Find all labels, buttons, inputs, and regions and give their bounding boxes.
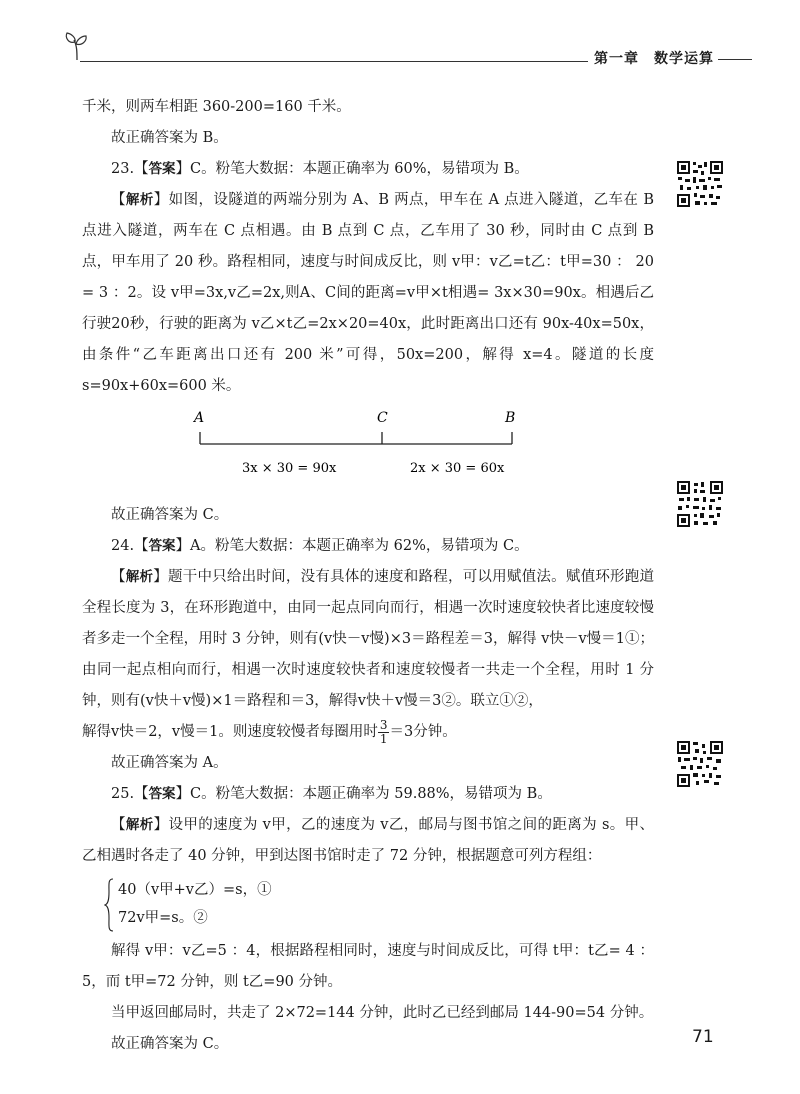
analysis-text: 解得v快＝2，v慢＝1。则速度较慢者每圈用时	[82, 724, 378, 740]
question-24-analysis-end	[82, 717, 654, 748]
tunnel-diagram	[82, 402, 654, 504]
header-rule	[80, 61, 670, 62]
equation-1: 40（v甲+v乙）=s，①	[118, 882, 272, 898]
page-header	[62, 30, 752, 70]
brace-icon	[104, 878, 114, 932]
answer-label: 答案	[148, 786, 176, 802]
answer-text: 】C。粉笔大数据：本题正确率为 59.88%，易错项为 B。	[175, 786, 552, 802]
analysis-text: 】设甲的速度为 v甲，乙的速度为 v乙，邮局与图书馆之间的距离为 s。甲、乙相遇时各走了 40 分钟，甲到达图书馆时走了 72 分钟，根据题意可列方程组：	[82, 817, 655, 864]
conclusion: 故正确答案为 A。	[111, 755, 228, 771]
question-23-analysis	[82, 185, 654, 402]
analysis-text: 】如图，设隧道的两端分别为 A、B 两点，甲车在 A 点进入隧道，乙车在 B 点进入隧道，两车在 C 点相遇。由 B 点到 C 点，乙车用了 30 秒，同时由 C 点到 B 点，甲车用了 20 秒。路程相同，速度与时间成反比，则 v甲：v乙=t乙：t甲=30 ： 20 = 3 ：2。设 v甲=3x,v乙=2x,则A、C间的距离=v甲×t相遇= 3x×30=90x。相遇后乙行驶20秒，行驶的距离为 v乙×t乙=2x×20=40x，此时距离出口还有 90x-40x=50x，由条件“乙车距离出口还有 200 米”可得，50x=200，解得 x=4。隧道的长度 s=90x+60x=600 米。	[82, 192, 654, 394]
bracket: 【	[111, 817, 126, 833]
answer-label: 答案	[148, 538, 176, 554]
fraction-numerator: 3	[379, 717, 388, 732]
page-content	[82, 92, 654, 1060]
analysis-label: 解析	[125, 817, 154, 833]
equation-system	[82, 876, 654, 932]
fraction	[378, 719, 390, 746]
question-23-answer	[82, 154, 654, 185]
analysis-label: 解析	[125, 192, 154, 208]
bracket: 【	[111, 569, 126, 585]
qr-code-icon[interactable]	[676, 160, 724, 208]
answer-label: 答案	[148, 161, 176, 177]
point-b-label: B	[505, 410, 516, 426]
answer-text: 】A。粉笔大数据：本题正确率为 62%，易错项为 C。	[175, 538, 529, 554]
question-24-answer	[82, 531, 654, 562]
page-number: 71	[692, 1027, 714, 1047]
question-number: 24.【	[111, 538, 149, 554]
question-24-analysis	[82, 562, 654, 717]
question-number: 25.【	[111, 786, 149, 802]
analysis-text: ＝3分钟。	[389, 724, 457, 740]
question-25-analysis	[82, 810, 654, 872]
qr-code-icon[interactable]	[676, 480, 724, 528]
fraction-denominator: 1	[379, 731, 388, 746]
conclusion: 故正确答案为 C。	[111, 507, 229, 523]
chapter-title-text: 第一章 数学运算	[594, 51, 714, 67]
chapter-title	[588, 48, 752, 68]
paragraph: 故正确答案为 B。	[111, 130, 228, 146]
question-number: 23.【	[111, 161, 149, 177]
qr-code-icon[interactable]	[676, 740, 724, 788]
leaf-icon	[62, 30, 92, 64]
segment-ac-label: 3x × 30 = 90x	[242, 461, 337, 476]
point-c-label: C	[377, 410, 388, 426]
analysis-text: 】题干中只给出时间，没有具体的速度和路程，可以用赋值法。赋值环形跑道全程长度为 3，在环形跑道中，由同一起点同向而行，相遇一次时速度较快者比速度较慢者多走一个全程，用时 3 分钟，则有(v快－v慢)×3＝路程差＝3，解得 v快－v慢＝1①；由同一起点相向而行，相遇一次时速度较快者和速度较慢者一共走一个全程，用时 1 分钟，则有(v快＋v慢)×1＝路程和＝3，解得v快＋v慢＝3②。联立①②，	[82, 569, 655, 709]
question-25-answer	[82, 779, 654, 810]
equation-2: 72v甲=s。②	[118, 910, 208, 926]
point-a-label: A	[194, 410, 205, 426]
analysis-label: 解析	[125, 569, 154, 585]
bracket: 【	[111, 192, 126, 208]
conclusion: 故正确答案为 C。	[111, 1036, 229, 1052]
answer-text: 】C。粉笔大数据：本题正确率为 60%，易错项为 B。	[175, 161, 529, 177]
paragraph: 千米，则两车相距 360-200=160 千米。	[82, 99, 351, 115]
solution-text: 解得 v甲：v乙=5 ：4，根据路程相同时，速度与时间成反比，可得 t甲：t乙= 4 ：5，而 t甲=72 分钟，则 t乙=90 分钟。	[82, 943, 654, 990]
segment-cb-label: 2x × 30 = 60x	[410, 461, 505, 476]
return-text: 当甲返回邮局时，共走了 2×72=144 分钟，此时乙已经到邮局 144-90=54 分钟。	[111, 1005, 654, 1021]
